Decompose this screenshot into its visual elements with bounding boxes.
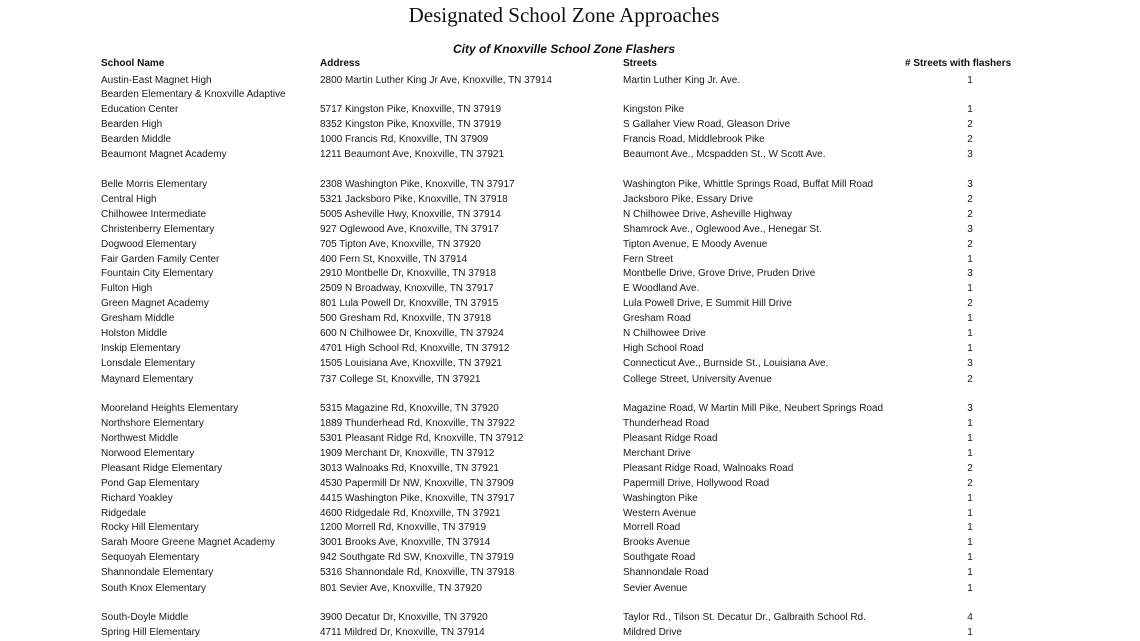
- streets-cell: Connecticut Ave., Burnside St., Louisiana Ave.: [623, 358, 829, 369]
- address-cell: 3900 Decatur Dr, Knoxville, TN 37920: [320, 612, 488, 623]
- table-row: [0, 566, 1140, 580]
- street-count-cell: 2: [967, 298, 973, 309]
- table-row: [0, 492, 1140, 506]
- school-name-cell: Ridgedale: [101, 508, 147, 519]
- street-count-cell: 3: [967, 358, 973, 369]
- table-row: [0, 103, 1140, 117]
- street-count-cell: 1: [967, 104, 973, 115]
- street-count-cell: 1: [967, 508, 973, 519]
- address-cell: 5316 Shannondale Rd, Knoxville, TN 37918: [320, 567, 515, 578]
- school-name-cell: Green Magnet Academy: [101, 298, 209, 309]
- streets-cell: Fern Street: [623, 254, 674, 265]
- street-count-cell: 3: [967, 403, 973, 414]
- address-cell: 4415 Washington Pike, Knoxville, TN 37917: [320, 493, 515, 504]
- school-name-cell: Inskip Elementary: [101, 343, 181, 354]
- streets-cell: High School Road: [623, 343, 704, 354]
- school-name-cell: Fulton High: [101, 283, 153, 294]
- street-count-cell: 1: [967, 75, 973, 86]
- table-row: [0, 357, 1140, 371]
- streets-cell: N Chilhowee Drive: [623, 328, 706, 339]
- address-cell: 737 College St, Knoxville, TN 37921: [320, 374, 481, 385]
- streets-cell: Jacksboro Pike, Essary Drive: [623, 194, 754, 205]
- table-row: [0, 462, 1140, 476]
- streets-cell: Lula Powell Drive, E Summit Hill Drive: [623, 298, 792, 309]
- school-name-cell: Bearden Middle: [101, 134, 172, 145]
- address-cell: 1211 Beaumont Ave, Knoxville, TN 37921: [320, 149, 505, 160]
- address-cell: 4701 High School Rd, Knoxville, TN 37912: [320, 343, 510, 354]
- streets-cell: Montbelle Drive, Grove Drive, Pruden Drive: [623, 268, 816, 279]
- table-row: [0, 551, 1140, 565]
- table-row: [0, 507, 1140, 521]
- school-name-cell: Bearden Elementary & Knoxville Adaptive: [101, 89, 286, 100]
- address-cell: 5717 Kingston Pike, Knoxville, TN 37919: [320, 104, 502, 115]
- table-row: [0, 447, 1140, 461]
- street-count-cell: 1: [967, 552, 973, 563]
- streets-cell: Taylor Rd., Tilson St. Decatur Dr., Galbraith School Rd.: [623, 612, 866, 623]
- streets-cell: Shannondale Road: [623, 567, 709, 578]
- streets-cell: Magazine Road, W Martin Mill Pike, Neubert Springs Road: [623, 403, 884, 414]
- address-cell: 1200 Morrell Rd, Knoxville, TN 37919: [320, 522, 487, 533]
- table-row: [0, 611, 1140, 625]
- school-name-cell: Lonsdale Elementary: [101, 358, 195, 369]
- table-row: [0, 148, 1140, 162]
- streets-cell: Southgate Road: [623, 552, 696, 563]
- table-row: [0, 253, 1140, 267]
- school-name-cell: Richard Yoakley: [101, 493, 173, 504]
- address-cell: 1889 Thunderhead Rd, Knoxville, TN 37922: [320, 418, 515, 429]
- table-row: [0, 417, 1140, 431]
- address-cell: 5321 Jacksboro Pike, Knoxville, TN 37918: [320, 194, 508, 205]
- school-name-cell: Norwood Elementary: [101, 448, 195, 459]
- address-cell: 2308 Washington Pike, Knoxville, TN 37917: [320, 179, 515, 190]
- address-cell: 2910 Montbelle Dr, Knoxville, TN 37918: [320, 268, 497, 279]
- streets-cell: Morrell Road: [623, 522, 681, 533]
- address-cell: 600 N Chilhowee Dr, Knoxville, TN 37924: [320, 328, 504, 339]
- table-subtitle: City of Knoxville School Zone Flashers: [452, 42, 676, 56]
- streets-cell: Beaumont Ave., Mcspadden St., W Scott Ave.: [623, 149, 826, 160]
- school-name-cell: Northwest Middle: [101, 433, 179, 444]
- school-name-cell: Belle Morris Elementary: [101, 179, 208, 190]
- street-count-cell: 1: [967, 537, 973, 548]
- school-name-cell: Bearden High: [101, 119, 163, 130]
- table-row: [0, 521, 1140, 535]
- address-cell: 500 Gresham Rd, Knoxville, TN 37918: [320, 313, 492, 324]
- table-row: [0, 267, 1140, 281]
- address-cell: 705 Tipton Ave, Knoxville, TN 37920: [320, 239, 481, 250]
- street-count-cell: 1: [967, 433, 973, 444]
- school-name-cell: Fountain City Elementary: [101, 268, 214, 279]
- table-row: [0, 178, 1140, 192]
- address-cell: 3001 Brooks Ave, Knoxville, TN 37914: [320, 537, 491, 548]
- street-count-cell: 2: [967, 239, 973, 250]
- table-row: [0, 327, 1140, 341]
- streets-cell: Papermill Drive, Hollywood Road: [623, 478, 770, 489]
- address-cell: 2509 N Broadway, Knoxville, TN 37917: [320, 283, 494, 294]
- street-count-cell: 1: [967, 448, 973, 459]
- street-count-cell: 3: [967, 179, 973, 190]
- street-count-cell: 2: [967, 134, 973, 145]
- school-name-cell: Pleasant Ridge Elementary: [101, 463, 223, 474]
- address-cell: 1000 Francis Rd, Knoxville, TN 37909: [320, 134, 489, 145]
- school-name-cell: Dogwood Elementary: [101, 239, 197, 250]
- streets-cell: Mildred Drive: [623, 627, 682, 638]
- table-row: [0, 133, 1140, 147]
- address-cell: 942 Southgate Rd SW, Knoxville, TN 37919: [320, 552, 514, 563]
- school-name-cell: Gresham Middle: [101, 313, 175, 324]
- streets-cell: Washington Pike, Whittle Springs Road, Buffat Mill Road: [623, 179, 874, 190]
- table-row: [0, 312, 1140, 326]
- school-name-cell: South-Doyle Middle: [101, 612, 189, 623]
- address-cell: 1909 Merchant Dr, Knoxville, TN 37912: [320, 448, 495, 459]
- address-cell: 927 Oglewood Ave, Knoxville, TN 37917: [320, 224, 499, 235]
- table-row: [0, 536, 1140, 550]
- table-row: [0, 223, 1140, 237]
- school-name-cell: Holston Middle: [101, 328, 168, 339]
- school-name-cell: South Knox Elementary: [101, 583, 207, 594]
- streets-cell: Thunderhead Road: [623, 418, 710, 429]
- street-count-cell: 4: [967, 612, 973, 623]
- table-row: [0, 432, 1140, 446]
- street-count-cell: 2: [967, 463, 973, 474]
- school-name-cell: Pond Gap Elementary: [101, 478, 200, 489]
- street-count-cell: 2: [967, 119, 973, 130]
- address-cell: 5005 Asheville Hwy, Knoxville, TN 37914: [320, 209, 501, 220]
- table-row: [0, 193, 1140, 207]
- street-count-cell: 1: [967, 313, 973, 324]
- page-title: Designated School Zone Approaches: [408, 3, 720, 27]
- address-cell: 4530 Papermill Dr NW, Knoxville, TN 37909: [320, 478, 514, 489]
- school-name-cell: Sequoyah Elementary: [101, 552, 200, 563]
- table-row: [0, 282, 1140, 296]
- streets-cell: S Gallaher View Road, Gleason Drive: [623, 119, 791, 130]
- header-streets: Streets: [623, 58, 657, 69]
- streets-cell: Merchant Drive: [623, 448, 691, 459]
- street-count-cell: 1: [967, 493, 973, 504]
- streets-cell: Western Avenue: [623, 508, 697, 519]
- address-cell: 4600 Ridgedale Rd, Knoxville, TN 37921: [320, 508, 501, 519]
- table-row: [0, 477, 1140, 491]
- street-count-cell: 2: [967, 478, 973, 489]
- street-count-cell: 3: [967, 224, 973, 235]
- school-name-cell: Maynard Elementary: [101, 374, 194, 385]
- streets-cell: Shamrock Ave., Oglewood Ave., Henegar St.: [623, 224, 822, 235]
- streets-cell: Washington Pike: [623, 493, 698, 504]
- table-row: [0, 238, 1140, 252]
- header-school-name: School Name: [101, 58, 165, 69]
- table-row: [0, 208, 1140, 222]
- streets-cell: N Chilhowee Drive, Asheville Highway: [623, 209, 792, 220]
- streets-cell: Sevier Avenue: [623, 583, 688, 594]
- streets-cell: College Street, University Avenue: [623, 374, 772, 385]
- school-name-cell: Shannondale Elementary: [101, 567, 214, 578]
- streets-cell: Kingston Pike: [623, 104, 685, 115]
- street-count-cell: 1: [967, 343, 973, 354]
- streets-cell: Gresham Road: [623, 313, 691, 324]
- table-row: [0, 342, 1140, 356]
- street-count-cell: 1: [967, 567, 973, 578]
- address-cell: 5315 Magazine Rd, Knoxville, TN 37920: [320, 403, 499, 414]
- school-name-cell: Christenberry Elementary: [101, 224, 215, 235]
- address-cell: 801 Lula Powell Dr, Knoxville, TN 37915: [320, 298, 499, 309]
- street-count-cell: 1: [967, 627, 973, 638]
- streets-cell: Tipton Avenue, E Moody Avenue: [623, 239, 768, 250]
- header-street-count: # Streets with flashers: [905, 58, 1012, 69]
- street-count-cell: 3: [967, 149, 973, 160]
- school-name-cell: Fair Garden Family Center: [101, 254, 220, 265]
- school-name-cell: Mooreland Heights Elementary: [101, 403, 239, 414]
- school-name-cell: Education Center: [101, 104, 179, 115]
- streets-cell: Brooks Avenue: [623, 537, 691, 548]
- table-row: [0, 118, 1140, 132]
- table-row: [0, 582, 1140, 596]
- table-row: [0, 297, 1140, 311]
- streets-cell: Pleasant Ridge Road, Walnoaks Road: [623, 463, 794, 474]
- streets-cell: Francis Road, Middlebrook Pike: [623, 134, 765, 145]
- street-count-cell: 2: [967, 374, 973, 385]
- street-count-cell: 1: [967, 328, 973, 339]
- streets-cell: E Woodland Ave.: [623, 283, 700, 294]
- address-cell: 3013 Walnoaks Rd, Knoxville, TN 37921: [320, 463, 499, 474]
- table-row: [0, 88, 1140, 102]
- school-name-cell: Chilhowee Intermediate: [101, 209, 207, 220]
- school-name-cell: Sarah Moore Greene Magnet Academy: [101, 537, 275, 548]
- streets-cell: Pleasant Ridge Road: [623, 433, 718, 444]
- street-count-cell: 1: [967, 583, 973, 594]
- address-cell: 801 Sevier Ave, Knoxville, TN 37920: [320, 583, 482, 594]
- street-count-cell: 1: [967, 522, 973, 533]
- table-row: [0, 626, 1140, 640]
- school-name-cell: Rocky Hill Elementary: [101, 522, 199, 533]
- school-name-cell: Beaumont Magnet Academy: [101, 149, 227, 160]
- school-name-cell: Spring Hill Elementary: [101, 627, 200, 638]
- streets-cell: Martin Luther King Jr. Ave.: [623, 75, 741, 86]
- table-row: [0, 373, 1140, 387]
- street-count-cell: 1: [967, 418, 973, 429]
- address-cell: 2800 Martin Luther King Jr Ave, Knoxville, TN 37914: [320, 75, 552, 86]
- address-cell: 4711 Mildred Dr, Knoxville, TN 37914: [320, 627, 485, 638]
- school-name-cell: Central High: [101, 194, 157, 205]
- street-count-cell: 2: [967, 209, 973, 220]
- table-row: [0, 402, 1140, 416]
- street-count-cell: 3: [967, 268, 973, 279]
- school-name-cell: Northshore Elementary: [101, 418, 204, 429]
- header-address: Address: [320, 58, 361, 69]
- address-cell: 1505 Louisiana Ave, Knoxville, TN 37921: [320, 358, 502, 369]
- address-cell: 5301 Pleasant Ridge Rd, Knoxville, TN 37912: [320, 433, 524, 444]
- street-count-cell: 2: [967, 194, 973, 205]
- street-count-cell: 1: [967, 283, 973, 294]
- street-count-cell: 1: [967, 254, 973, 265]
- address-cell: 400 Fern St, Knoxville, TN 37914: [320, 254, 468, 265]
- address-cell: 8352 Kingston Pike, Knoxville, TN 37919: [320, 119, 502, 130]
- school-name-cell: Austin-East Magnet High: [101, 75, 212, 86]
- table-row: [0, 74, 1140, 88]
